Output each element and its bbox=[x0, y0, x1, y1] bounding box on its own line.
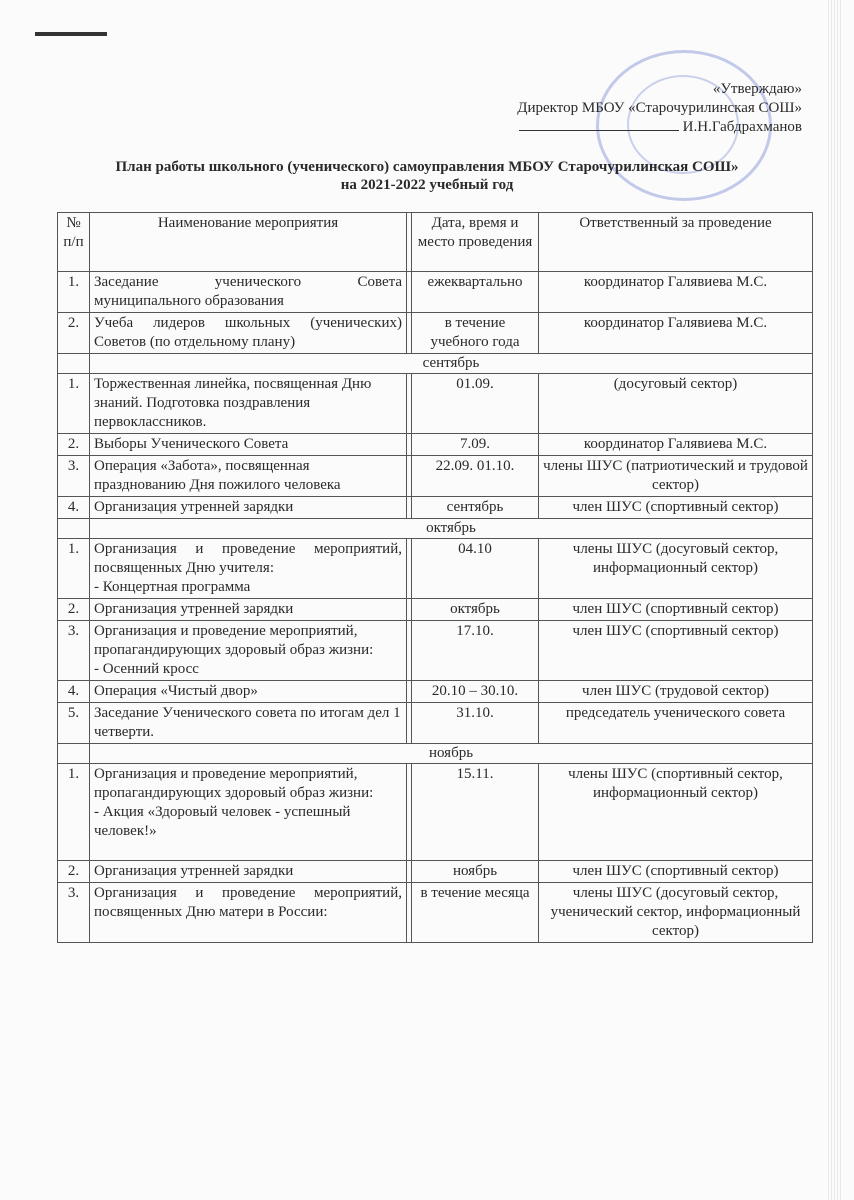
event-responsible bbox=[539, 764, 813, 861]
row-number-text: 2. bbox=[67, 863, 80, 879]
table-row bbox=[58, 621, 813, 681]
event-name-text: Организация и проведение мероприятий, пропагандирующих здоровый образ жизни: bbox=[94, 623, 374, 658]
event-name-text: Операция «Чистый двор» bbox=[94, 683, 258, 699]
event-date bbox=[412, 764, 539, 861]
event-responsible bbox=[539, 434, 813, 456]
row-number bbox=[58, 703, 90, 744]
event-date bbox=[412, 456, 539, 497]
event-date bbox=[412, 272, 539, 313]
event-date bbox=[412, 883, 539, 943]
event-name bbox=[90, 883, 407, 943]
event-name-text: Организация утренней зарядки bbox=[94, 499, 294, 515]
header-num: № п/п bbox=[58, 213, 90, 272]
event-name bbox=[90, 456, 407, 497]
table-row bbox=[58, 313, 813, 354]
event-date bbox=[412, 539, 539, 599]
table-row bbox=[58, 374, 813, 434]
event-responsible bbox=[539, 456, 813, 497]
event-responsible-text: член ШУС (спортивный сектор) bbox=[572, 601, 779, 617]
event-name-text: Заседание Ученического совета по итогам дел 1 четверти. bbox=[94, 705, 401, 740]
event-name bbox=[90, 599, 407, 621]
row-number bbox=[58, 374, 90, 434]
event-responsible bbox=[539, 272, 813, 313]
month-num-cell bbox=[58, 519, 90, 539]
event-name-text: Операция «Забота», посвященная празднованию Дня пожилого человека bbox=[94, 458, 341, 493]
month-row bbox=[58, 744, 813, 764]
event-date bbox=[412, 861, 539, 883]
table-row bbox=[58, 272, 813, 313]
event-responsible bbox=[539, 497, 813, 519]
document-title bbox=[0, 158, 854, 194]
row-number bbox=[58, 434, 90, 456]
month-num-cell bbox=[58, 354, 90, 374]
signature-line bbox=[519, 130, 679, 131]
table-row bbox=[58, 681, 813, 703]
event-subitem: - Акция «Здоровый человек - успешный человек!» bbox=[94, 804, 351, 839]
month-label: ноябрь bbox=[90, 744, 813, 764]
row-number-text: 2. bbox=[67, 601, 80, 617]
header-name: Наименование мероприятия bbox=[90, 213, 407, 272]
event-name bbox=[90, 313, 407, 354]
event-responsible-text: (досуговый сектор) bbox=[613, 376, 738, 392]
event-date-text: ежеквартально bbox=[427, 274, 523, 290]
row-number-text: 1. bbox=[67, 766, 80, 782]
event-responsible bbox=[539, 681, 813, 703]
table-row bbox=[58, 764, 813, 861]
table-row bbox=[58, 883, 813, 943]
row-number bbox=[58, 272, 90, 313]
event-date bbox=[412, 621, 539, 681]
event-responsible-text: члены ШУС (патриотический и трудовой сектор) bbox=[543, 458, 808, 493]
table-row bbox=[58, 861, 813, 883]
row-number-text: 1. bbox=[67, 541, 80, 557]
row-number-text: 5. bbox=[67, 705, 80, 721]
row-number bbox=[58, 861, 90, 883]
row-number-text: 4. bbox=[67, 499, 80, 515]
event-subitem: - Осенний кросс bbox=[94, 661, 199, 677]
event-name-text: Заседание ученического Совета муниципального образования bbox=[94, 274, 402, 309]
event-responsible bbox=[539, 374, 813, 434]
approver-position: Директор МБОУ «Старочурилинская СОШ» bbox=[517, 100, 802, 116]
event-name bbox=[90, 703, 407, 744]
row-number-text: 3. bbox=[67, 458, 80, 474]
event-responsible-text: член ШУС (трудовой сектор) bbox=[582, 683, 769, 699]
event-responsible bbox=[539, 883, 813, 943]
event-responsible bbox=[539, 599, 813, 621]
event-date-text: 20.10 – 30.10. bbox=[431, 683, 519, 699]
event-date-text: сентябрь bbox=[446, 499, 504, 515]
title-line-2: на 2021-2022 учебный год bbox=[340, 177, 514, 193]
event-name-text: Организация и проведение мероприятий, посвященных Дню учителя: bbox=[94, 541, 402, 576]
event-name bbox=[90, 539, 407, 599]
table-row bbox=[58, 456, 813, 497]
row-number-text: 4. bbox=[67, 683, 80, 699]
event-responsible-text: член ШУС (спортивный сектор) bbox=[572, 863, 779, 879]
title-line-1: План работы школьного (ученического) самоуправления МБОУ Старочурилинская СОШ» bbox=[115, 159, 739, 175]
row-number bbox=[58, 497, 90, 519]
event-name-text: Выборы Ученического Совета bbox=[94, 436, 289, 452]
event-responsible bbox=[539, 621, 813, 681]
event-date-text: 17.10. bbox=[456, 623, 494, 639]
event-date bbox=[412, 374, 539, 434]
month-num-cell bbox=[58, 744, 90, 764]
approver-name: И.Н.Габдрахманов bbox=[682, 119, 802, 135]
event-responsible-text: член ШУС (спортивный сектор) bbox=[572, 499, 779, 515]
month-label: сентябрь bbox=[90, 354, 813, 374]
table-row bbox=[58, 539, 813, 599]
event-responsible-text: член ШУС (спортивный сектор) bbox=[572, 623, 779, 639]
table-header bbox=[58, 213, 813, 272]
row-number bbox=[58, 539, 90, 599]
table-row bbox=[58, 599, 813, 621]
event-date-text: 15.11. bbox=[456, 766, 494, 782]
row-number-text: 2. bbox=[67, 315, 80, 331]
event-responsible-text: члены ШУС (спортивный сектор, информационный сектор) bbox=[568, 766, 783, 801]
table-row bbox=[58, 703, 813, 744]
event-date-text: 04.10 bbox=[458, 541, 492, 557]
event-name-text: Учеба лидеров школьных (ученических) Советов (по отдельному плану) bbox=[94, 315, 402, 350]
event-responsible-text: члены ШУС (досуговый сектор, ученический сектор, информационный сектор) bbox=[550, 885, 801, 939]
row-number-text: 3. bbox=[67, 885, 80, 901]
event-name bbox=[90, 621, 407, 681]
event-name bbox=[90, 272, 407, 313]
row-number-text: 2. bbox=[67, 436, 80, 452]
row-number bbox=[58, 599, 90, 621]
month-row bbox=[58, 354, 813, 374]
event-name-text: Организация утренней зарядки bbox=[94, 863, 294, 879]
event-name-text: Торжественная линейка, посвященная Дню знаний. Подготовка поздравления первоклассников. bbox=[94, 376, 372, 430]
event-name bbox=[90, 497, 407, 519]
scan-mark bbox=[35, 32, 107, 36]
row-number-text: 3. bbox=[67, 623, 80, 639]
event-date-text: 01.09. bbox=[456, 376, 494, 392]
table-row bbox=[58, 497, 813, 519]
event-name-text: Организация утренней зарядки bbox=[94, 601, 294, 617]
month-label: октябрь bbox=[90, 519, 813, 539]
event-name-text: Организация и проведение мероприятий, пропагандирующих здоровый образ жизни: bbox=[94, 766, 374, 801]
event-date-text: в течение учебного года bbox=[430, 315, 520, 350]
event-responsible-text: координатор Галявиева М.С. bbox=[583, 274, 768, 290]
table-row bbox=[58, 434, 813, 456]
event-name bbox=[90, 681, 407, 703]
row-number-text: 1. bbox=[67, 274, 80, 290]
event-responsible-text: члены ШУС (досуговый сектор, информационный сектор) bbox=[572, 541, 779, 576]
row-number bbox=[58, 456, 90, 497]
event-date-text: 31.10. bbox=[456, 705, 494, 721]
event-date-text: 22.09. 01.10. bbox=[435, 458, 515, 474]
approval-block bbox=[517, 80, 802, 137]
row-number-text: 1. bbox=[67, 376, 80, 392]
event-responsible bbox=[539, 703, 813, 744]
event-date-text: октябрь bbox=[450, 601, 500, 617]
header-date: Дата, время и место проведения bbox=[412, 213, 539, 272]
row-number bbox=[58, 883, 90, 943]
event-name bbox=[90, 764, 407, 861]
event-date bbox=[412, 681, 539, 703]
event-responsible bbox=[539, 539, 813, 599]
row-number bbox=[58, 621, 90, 681]
event-name-text: Организация и проведение мероприятий, посвященных Дню матери в России: bbox=[94, 885, 402, 920]
event-name bbox=[90, 434, 407, 456]
row-number bbox=[58, 313, 90, 354]
event-responsible-text: координатор Галявиева М.С. bbox=[583, 436, 768, 452]
event-date bbox=[412, 313, 539, 354]
row-number bbox=[58, 681, 90, 703]
event-responsible bbox=[539, 313, 813, 354]
event-date-text: 7.09. bbox=[460, 436, 490, 452]
event-date bbox=[412, 497, 539, 519]
event-date bbox=[412, 434, 539, 456]
event-responsible-text: координатор Галявиева М.С. bbox=[583, 315, 768, 331]
event-name bbox=[90, 374, 407, 434]
month-row bbox=[58, 519, 813, 539]
event-responsible-text: председатель ученического совета bbox=[565, 705, 786, 721]
row-number bbox=[58, 764, 90, 861]
approve-label: «Утверждаю» bbox=[712, 81, 802, 97]
event-responsible bbox=[539, 861, 813, 883]
event-date-text: в течение месяца bbox=[420, 885, 530, 901]
event-date bbox=[412, 599, 539, 621]
plan-table bbox=[57, 212, 813, 943]
event-name bbox=[90, 861, 407, 883]
event-date bbox=[412, 703, 539, 744]
header-resp: Ответственный за проведение bbox=[539, 213, 813, 272]
event-date-text: ноябрь bbox=[452, 863, 498, 879]
event-subitem: - Концертная программа bbox=[94, 579, 251, 595]
